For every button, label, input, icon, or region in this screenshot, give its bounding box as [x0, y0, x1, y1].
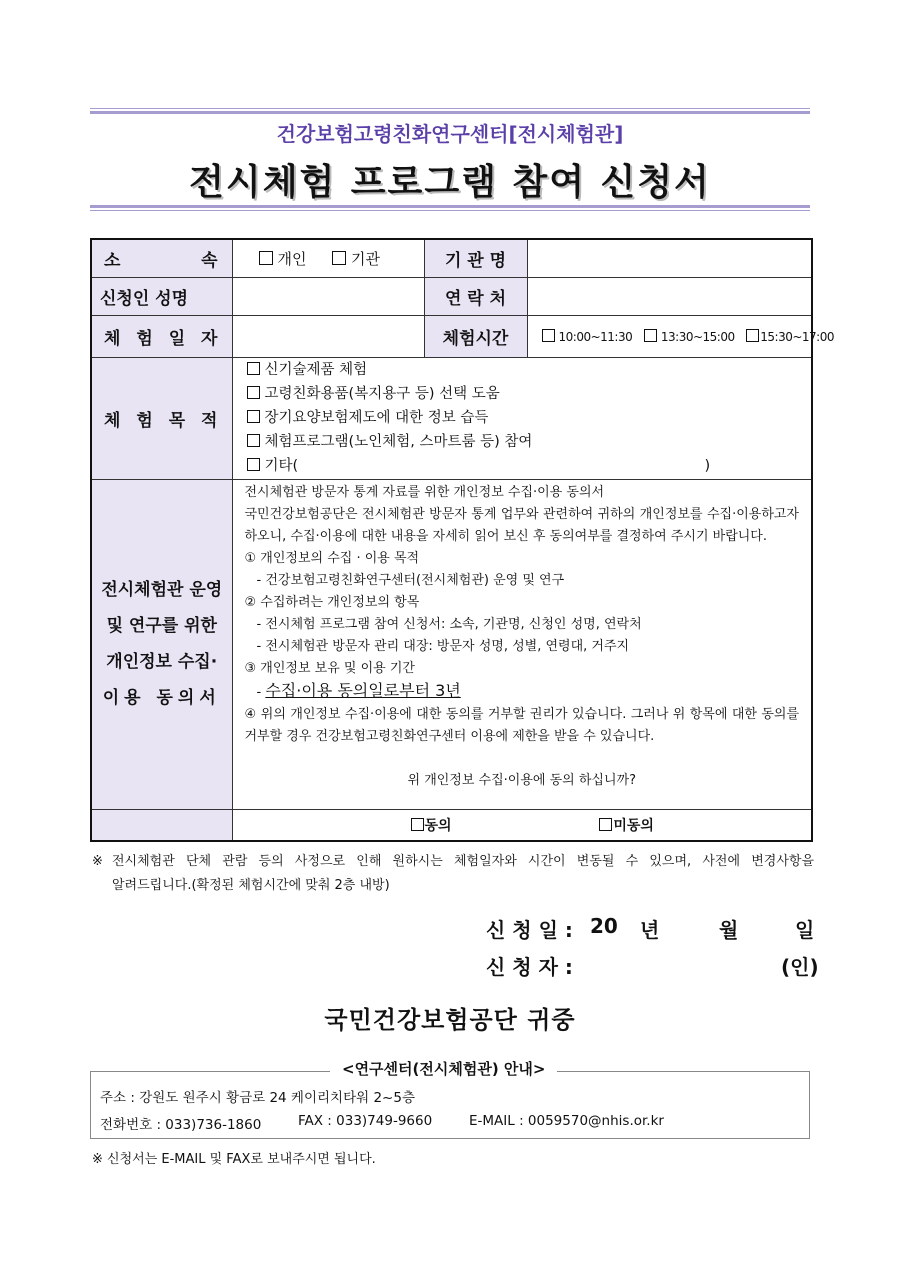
checkbox-icon: [259, 251, 273, 265]
checkbox-icon: [599, 818, 612, 831]
info-phone: 전화번호 : 033)736-1860: [100, 1117, 262, 1133]
affiliation-individual-checkbox[interactable]: 개인: [259, 250, 307, 268]
experience-date-row: [91, 315, 812, 357]
purpose-option-product-help[interactable]: 고령친화용품(복지용구 등) 선택 도움: [247, 382, 804, 406]
checkbox-icon: [644, 329, 657, 342]
consent-item-1-detail: - 건강보험고령친화연구센터(전시체험관) 운영 및 연구: [256, 572, 565, 588]
experience-time-options: [527, 315, 834, 357]
agreement-label-cell: [91, 809, 232, 841]
consent-item-1: ① 개인정보의 수집 · 이용 목적: [244, 550, 420, 566]
agreement-options: [232, 809, 812, 841]
purpose-options: [232, 357, 812, 479]
applicant-signature-label: 신 청 자 :: [486, 955, 573, 979]
schedule-change-notice: ※ 전시체험관 단체 관람 등의 사정으로 인해 원하시는 체험일자와 시간이 변동될 수 있으며, 사전에 변경사항을 알려드립니다.(확정된 체험시간에 맞춰 2층 내방): [92, 854, 814, 893]
purpose-option-other[interactable]: 기타( ): [247, 454, 804, 478]
checkbox-icon: [332, 251, 346, 265]
info-fax: FAX : 033)749-9660: [298, 1113, 433, 1129]
info-address: 주소 : 강원도 원주시 황금로 24 케이리치타워 2~5층: [100, 1090, 415, 1106]
checkbox-icon: [247, 362, 260, 375]
header-rule-bottom-thick: [90, 205, 810, 208]
affiliation-label: 소 속: [91, 239, 232, 277]
contact-label: 연 락 처: [424, 277, 527, 315]
consent-item-2-detail-1: - 전시체험 프로그램 참여 신청서: 소속, 기관명, 신청인 성명, 연락처: [256, 616, 642, 632]
consent-intro: 국민건강보험공단은 전시체험관 방문자 통계 업무와 관련하여 귀하의 개인정보를 수집·이용하고자 하오니, 수집·이용에 대한 내용을 자세히 읽어 보신 후 동의여부를 결정하여 주시기 바랍니다.: [244, 506, 799, 544]
agree-checkbox[interactable]: 동의: [411, 818, 452, 834]
disagree-checkbox[interactable]: 미동의: [599, 818, 654, 834]
time-option-1-checkbox[interactable]: 10:00~11:30: [542, 330, 633, 344]
consent-question: 위 개인정보 수집·이용에 동의 하십니까?: [407, 772, 636, 788]
applicant-name-label: 신청인 성명: [91, 277, 232, 315]
organization-subtitle: 건강보험고령친화연구센터[전시체험관]: [276, 122, 624, 146]
checkbox-icon: [746, 329, 759, 342]
day-unit: 일: [795, 918, 815, 942]
applicant-name-input[interactable]: [232, 277, 424, 315]
org-name-label: 기 관 명: [424, 239, 527, 277]
submission-footnote: ※ 신청서는 E-MAIL 및 FAX로 보내주시면 됩니다.: [92, 1152, 376, 1167]
experience-date-input[interactable]: [232, 315, 424, 357]
application-date-label: 신 청 일 :: [486, 918, 573, 942]
purpose-option-ltc-info[interactable]: 장기요양보험제도에 대한 정보 습득: [247, 406, 804, 430]
application-form-table: [90, 238, 834, 842]
experience-time-label: 체험시간: [424, 315, 527, 357]
info-email[interactable]: E-MAIL : 0059570@nhis.or.kr: [469, 1113, 664, 1129]
time-option-2-checkbox[interactable]: 13:30~15:00: [644, 330, 735, 344]
time-option-3-checkbox[interactable]: 15:30~17:00: [746, 330, 834, 344]
checkbox-icon: [411, 818, 424, 831]
consent-title: 전시체험관 방문자 통계 자료를 위한 개인정보 수집·이용 동의서: [244, 484, 605, 500]
header-rule-top-thin: [90, 108, 810, 109]
experience-date-label: 체 험 일 자: [91, 315, 232, 357]
affiliation-row: [91, 239, 812, 277]
info-heading: <연구센터(전시체험관) 안내>: [330, 1058, 557, 1079]
agreement-row: [91, 809, 812, 841]
applicant-row: [91, 277, 812, 315]
checkbox-icon: [247, 434, 260, 447]
page-title: 전시체험 프로그램 참여 신청서: [189, 162, 711, 203]
affiliation-options: [232, 239, 424, 277]
consent-label: 전시체험관 운영 및 연구를 위한 개인정보 수집· 이용 동의서: [91, 479, 232, 809]
checkbox-icon: [542, 329, 555, 342]
consent-item-2-detail-2: - 전시체험관 방문자 관리 대장: 방문자 성명, 성별, 연령대, 거주지: [256, 638, 630, 654]
purpose-option-program[interactable]: 체험프로그램(노인체험, 스마트룸 등) 참여: [247, 430, 804, 454]
purpose-row: [91, 357, 812, 479]
consent-row: [91, 479, 812, 809]
contact-input[interactable]: [527, 277, 812, 315]
checkbox-icon: [247, 410, 260, 423]
purpose-label: 체 험 목 적: [91, 357, 232, 479]
purpose-option-new-tech[interactable]: 신기술제품 체험: [247, 358, 804, 382]
consent-item-4: ④ 위의 개인정보 수집·이용에 대한 동의를 거부할 권리가 있습니다. 그러나 위 항목에 대한 동의를 거부할 경우 건강보험고령친화연구센터 이용에 제한을 받을 수 있습니다.: [244, 706, 799, 744]
header-rule-bottom-thin: [90, 210, 810, 211]
affiliation-institution-checkbox[interactable]: 기관: [332, 250, 380, 268]
recipient: 국민건강보험공단 귀중: [324, 1006, 576, 1034]
checkbox-icon: [247, 386, 260, 399]
month-unit: 월: [719, 918, 739, 942]
header-rule-top-thick: [90, 111, 810, 114]
year-unit: 년: [640, 918, 660, 942]
consent-body: [232, 479, 812, 809]
application-date-year[interactable]: 20: [590, 914, 618, 938]
consent-item-3: ③ 개인정보 보유 및 이용 기간: [244, 660, 415, 676]
consent-item-2: ② 수집하려는 개인정보의 항목: [244, 594, 420, 610]
consent-item-3-detail: - 수집·이용 동의일로부터 3년: [256, 680, 461, 700]
seal-mark[interactable]: (인): [781, 955, 819, 979]
checkbox-icon: [247, 458, 260, 471]
org-name-input[interactable]: [527, 239, 812, 277]
